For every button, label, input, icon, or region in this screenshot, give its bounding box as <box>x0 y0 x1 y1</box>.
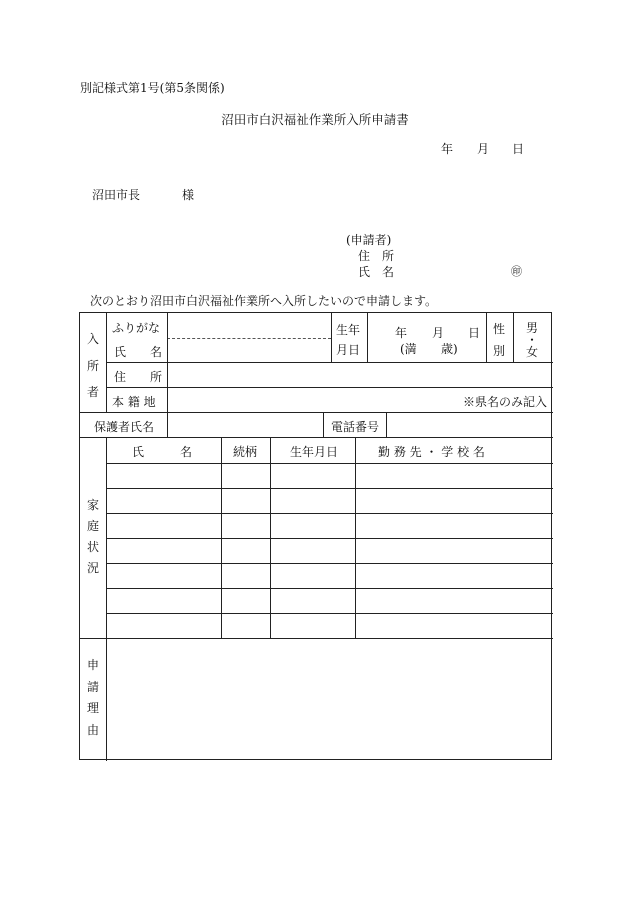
sex-label-1: 性 <box>493 322 506 336</box>
birth-day-label: 日 <box>468 326 481 340</box>
sex-separator: ・ <box>526 333 539 347</box>
honorific: 様 <box>182 188 195 202</box>
sex-female: 女 <box>526 345 539 359</box>
family-header-relation: 続柄 <box>233 445 258 459</box>
birth-label-1: 生年 <box>336 323 361 337</box>
document-title: 沼田市白沢福祉作業所入所申請書 <box>221 112 409 127</box>
date-month-label: 月 <box>477 142 490 156</box>
sex-label-2: 別 <box>493 344 506 358</box>
application-form-table <box>79 312 552 760</box>
addressee: 沼田市長 <box>92 188 141 202</box>
domicile-note: ※県名のみ記入 <box>463 395 548 409</box>
applicant-address-label: 住 所 <box>358 249 395 263</box>
date-day-label: 日 <box>512 142 525 156</box>
family-header-name: 氏 名 <box>132 445 193 459</box>
application-statement: 次のとおり沼田市白沢福祉作業所へ入所したいので申請します。 <box>90 294 438 308</box>
furigana-label: ふりがな <box>112 321 161 335</box>
age-open-label: (満 <box>400 342 417 356</box>
seal-mark: ㊞ <box>511 265 522 278</box>
address-label: 住 所 <box>114 370 163 384</box>
form-number: 別記様式第1号(第5条関係) <box>80 81 225 95</box>
birth-label-2: 月日 <box>336 343 361 357</box>
name-label: 氏 名 <box>114 345 163 359</box>
family-header-workplace: 勤 務 先 ・ 学 校 名 <box>378 445 485 459</box>
guardian-label: 保護者氏名 <box>94 420 155 434</box>
domicile-label: 本 籍 地 <box>112 395 156 409</box>
birth-month-label: 月 <box>432 326 445 340</box>
phone-label: 電話番号 <box>331 420 380 434</box>
family-section-label: 家 庭 状 況 <box>86 498 99 575</box>
applicant-name-label: 氏 名 <box>358 265 395 279</box>
applicant-heading: (申請者) <box>346 233 392 247</box>
birth-year-label: 年 <box>395 326 408 340</box>
date-year-label: 年 <box>441 142 454 156</box>
age-close-label: 歳) <box>441 342 458 356</box>
family-header-birthdate: 生年月日 <box>290 445 339 459</box>
sex-male: 男 <box>526 321 539 335</box>
resident-section-label: 入 所 者 <box>86 332 99 399</box>
reason-section-label: 申 請 理 由 <box>86 658 99 737</box>
